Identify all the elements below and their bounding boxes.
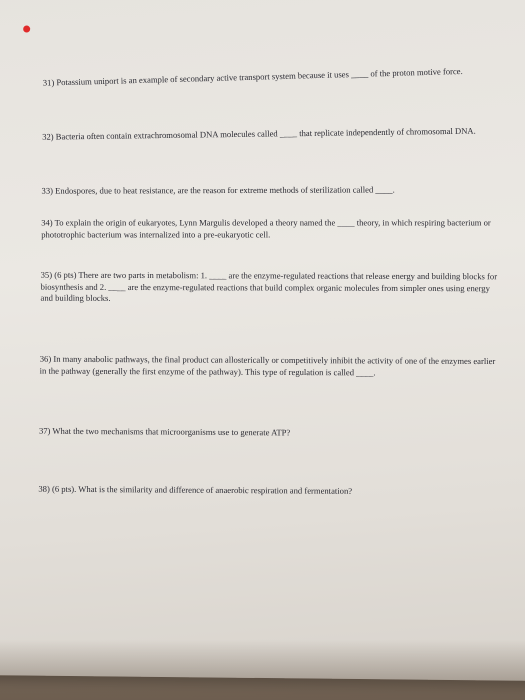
table-surface-shadow [0, 640, 525, 700]
question-31-text: 31) Potassium uniport is an example of secondary active transport system because it uses ____ of the proton motive force. [42, 65, 463, 88]
question-37-text: 37) What the two mechanisms that microorganisms use to generate ATP? [38, 425, 291, 438]
question-33-text: 33) Endospores, due to heat resistance, are the reason for extreme methods of sterilization called ____. [41, 184, 395, 196]
question-32-text: 32) Bacteria often contain extrachromosomal DNA molecules called ____ that replicate independently of chromosomal DNA. [42, 125, 476, 142]
question-36-text: 36) In many anabolic pathways, the final product can allosterically or competitively inhibit the activity of one of the enzymes earlier in the pathway (generally the first enzyme of the pathway). This type of regulation is called ____. [39, 353, 498, 377]
question-38 [38, 484, 498, 499]
red-dot-mark [23, 25, 30, 32]
question-34 [41, 218, 501, 241]
question-33 [42, 184, 502, 197]
question-38-text: 38) (6 pts). What is the similarity and difference of anaerobic respiration and fermentation? [38, 483, 353, 496]
question-36 [40, 354, 500, 379]
question-37 [39, 426, 499, 441]
question-32 [42, 125, 502, 143]
question-31 [43, 65, 503, 89]
question-34-text: 34) To explain the origin of eukaryotes, Lynn Margulis developed a theory named the ____ theory, in which respiring bacterium or phototrophic bacterium was internalized into a pre-eukaryotic cell. [41, 217, 493, 240]
question-35 [41, 270, 501, 306]
question-35-text: 35) (6 pts) There are two parts in metabolism: 1. ____ are the enzyme-regulated reactions that release energy and building blocks for biosynthesis and 2. ____ are the enzyme-regulated reactions that build complex organic molecules from simpler ones using energy and building blocks. [40, 269, 500, 303]
